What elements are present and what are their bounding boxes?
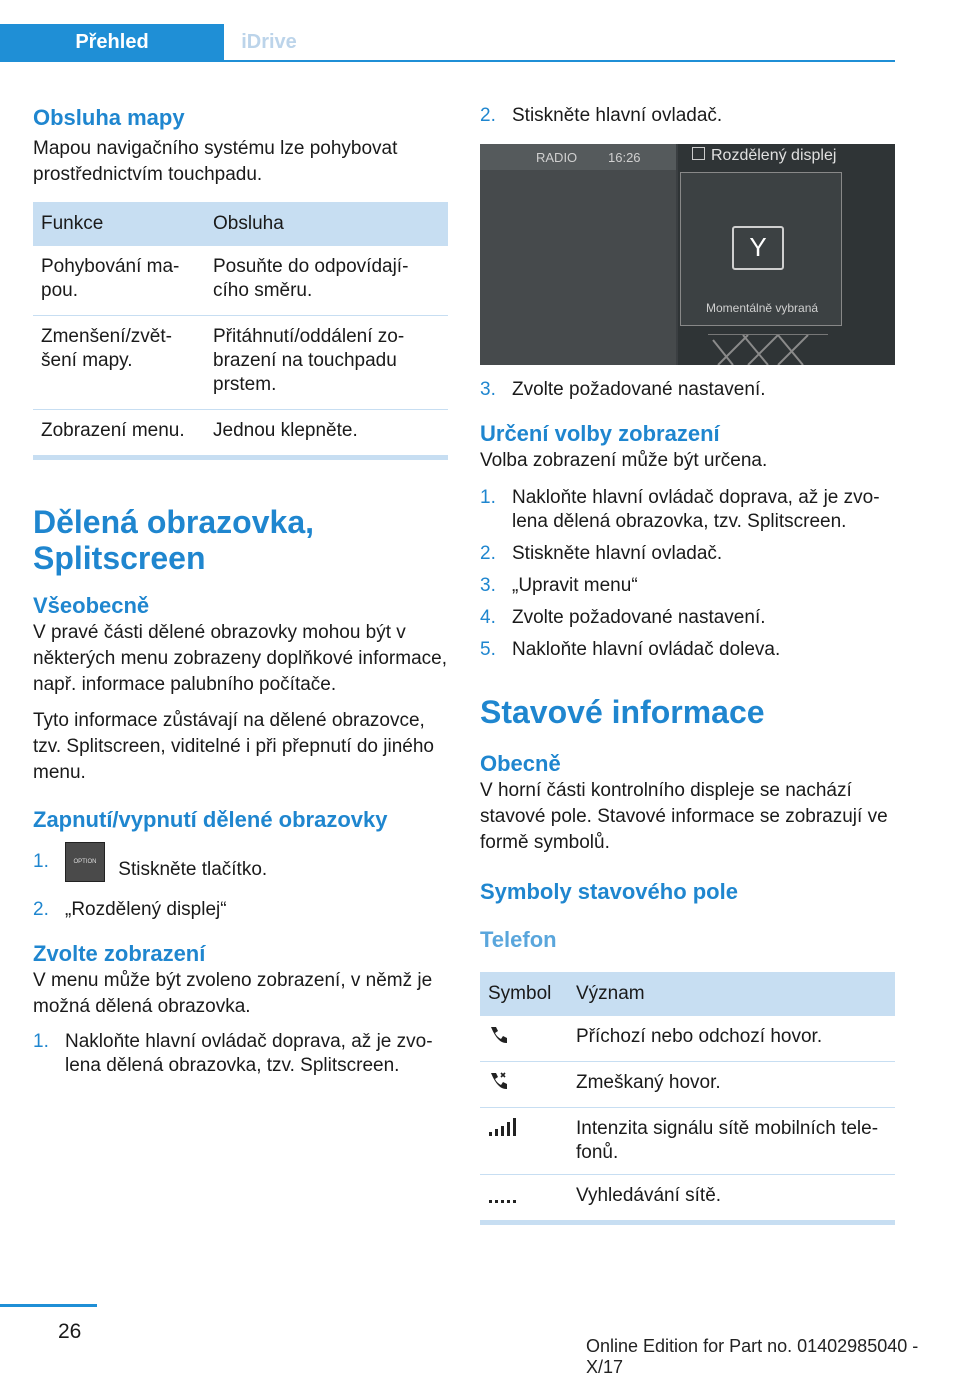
table-cell: Příchozí nebo odchozí hovor. — [568, 1016, 895, 1062]
screenshot-radio-label: RADIO — [536, 150, 578, 165]
step-number: 2. — [480, 543, 496, 564]
step-text: Stiskněte tlačítko. — [118, 859, 268, 881]
map-table — [33, 202, 448, 455]
table-bottom-rule — [480, 1220, 895, 1225]
edition-label: Online Edition for Part no. 01402985040 - X/17 — [586, 1336, 919, 1377]
table-header: Funkce — [33, 202, 205, 246]
table-cell: Jednou klepněte. — [213, 420, 358, 441]
signal-strength-icon — [488, 1117, 516, 1137]
step-text: „Rozdělený displej“ — [65, 899, 227, 920]
phone-call-icon — [488, 1025, 510, 1045]
split-title: Dělená obrazovka, Splitscreen — [33, 504, 314, 576]
list-item — [480, 104, 895, 128]
screenshot-map-fragment — [708, 334, 828, 365]
view-heading: Zvolte zobrazení — [33, 941, 206, 966]
define-heading: Určení volby zobrazení — [480, 421, 720, 446]
symbols-table — [480, 972, 895, 1220]
step-number: 2. — [33, 899, 49, 920]
list-item — [480, 638, 895, 662]
step2-list — [480, 104, 895, 128]
checkbox-icon — [692, 147, 705, 160]
step-text: Nakloňte hlavní ovládač doprava, až je zvolena dělená obrazovka, tzv. Splitscreen. — [512, 487, 880, 532]
table-row — [33, 410, 448, 456]
step-text: Stiskněte hlavní ovladač. — [512, 105, 723, 126]
step3-list — [480, 378, 895, 402]
step-number: 1. — [480, 487, 496, 508]
option-button-icon: OPTION — [65, 842, 105, 882]
general-heading: Všeobecně — [33, 593, 150, 618]
screenshot-status-strip — [480, 144, 676, 170]
step-number: 2. — [480, 105, 496, 126]
tab-idrive[interactable]: iDrive — [241, 31, 297, 53]
step-number: 3. — [480, 379, 496, 400]
step-text: „Upravit menu“ — [512, 575, 638, 596]
table-header: Význam — [568, 972, 895, 1016]
view-steps — [33, 1030, 448, 1078]
step-text: Zvolte požadované nastavení. — [512, 607, 766, 628]
map-heading: Obsluha mapy — [33, 105, 185, 130]
table-cell: Pohybování ma- pou. — [33, 246, 205, 316]
general-paragraph-2: Tyto informace zůstávají na dělené obrazovce, tzv. Splitscreen, viditelné i při přepnutí do jiného menu. — [33, 710, 434, 783]
list-item — [480, 574, 895, 598]
general2-paragraph: V horní části kontrolního displeje se nachází stavové pole. Stavové informace se zobrazují ve formě symbolů. — [480, 780, 888, 853]
screenshot-caption: Momentálně vybraná — [706, 301, 819, 315]
list-item — [480, 606, 895, 630]
right-column-top — [480, 104, 895, 136]
phone-heading: Telefon — [480, 927, 557, 952]
toggle-heading: Zapnutí/vypnutí dělené obrazovky — [33, 807, 388, 832]
step-number: 1. — [33, 851, 49, 872]
table-cell: Vyhledávání sítě. — [576, 1185, 722, 1206]
table-row — [480, 1175, 895, 1221]
table-cell: Zobrazení menu. — [41, 420, 185, 441]
table-row — [480, 1062, 895, 1108]
step-number: 1. — [33, 1031, 49, 1052]
network-search-icon — [488, 1184, 516, 1204]
table-bottom-rule — [33, 455, 448, 460]
map-lines-icon — [708, 335, 828, 365]
symbols-heading: Symboly stavového pole — [480, 879, 738, 904]
toggle-steps — [33, 850, 448, 922]
step-number: 4. — [480, 607, 496, 628]
right-column — [480, 378, 895, 1225]
table-header: Symbol — [480, 972, 568, 1016]
missed-call-icon — [488, 1071, 510, 1091]
screenshot-left-panel — [480, 144, 676, 365]
general-paragraph-1: V pravé části dělené obrazovky mohou být v některých menu zobrazeny doplňkové informace, např. informace palubního počítače. — [33, 622, 448, 695]
list-item — [33, 1030, 448, 1078]
screenshot-split-label: Rozdělený displej — [692, 147, 836, 165]
general2-heading: Obecně — [480, 751, 561, 776]
step-text: Zvolte požadované nastavení. — [512, 379, 766, 400]
define-steps — [480, 486, 895, 662]
table-cell: Přitáhnutí/oddálení zo- brazení na touchpadu prstem. — [205, 316, 448, 410]
step-text: Stiskněte hlavní ovladač. — [512, 543, 723, 564]
table-header: Obsluha — [205, 202, 448, 246]
split-screen-screenshot — [480, 144, 895, 365]
view-intro: V menu může být zvoleno zobrazení, v němž je možná dělená obrazovka. — [33, 970, 433, 1017]
step-number: 5. — [480, 639, 496, 660]
footer-rule — [0, 1304, 97, 1307]
step-text: Nakloňte hlavní ovládač doleva. — [512, 639, 781, 660]
left-column — [33, 104, 448, 1086]
table-row — [480, 1108, 895, 1175]
list-item — [480, 486, 895, 534]
define-intro: Volba zobrazení může být určena. — [480, 450, 768, 471]
step-number: 3. — [480, 575, 496, 596]
tab-prehled[interactable]: Přehled — [0, 24, 224, 61]
page-number: 26 — [58, 1320, 82, 1343]
page-header — [0, 0, 895, 62]
screenshot-clock: 16:26 — [608, 150, 641, 165]
table-row — [480, 1016, 895, 1062]
route-split-icon: Y — [732, 226, 784, 270]
step-text: Nakloňte hlavní ovládač doprava, až je zvolena dělená obrazovka, tzv. Splitscreen. — [65, 1031, 433, 1076]
status-title: Stavové informace — [480, 694, 765, 730]
list-item — [480, 378, 895, 402]
map-intro: Mapou navigačního systému lze pohybovat prostřednictvím touchpadu. — [33, 138, 398, 185]
table-cell: Intenzita signálu sítě mobilních telefonů. — [568, 1108, 895, 1175]
table-row — [33, 316, 448, 410]
table-cell: Zmenšení/zvět- šení mapy. — [33, 316, 205, 410]
header-rule — [0, 60, 895, 62]
list-item — [33, 898, 448, 922]
table-row — [33, 246, 448, 316]
list-item — [480, 542, 895, 566]
table-cell: Posuňte do odpovídají- cího směru. — [205, 246, 448, 316]
table-cell: Zmeškaný hovor. — [568, 1062, 895, 1108]
list-item — [33, 850, 448, 890]
